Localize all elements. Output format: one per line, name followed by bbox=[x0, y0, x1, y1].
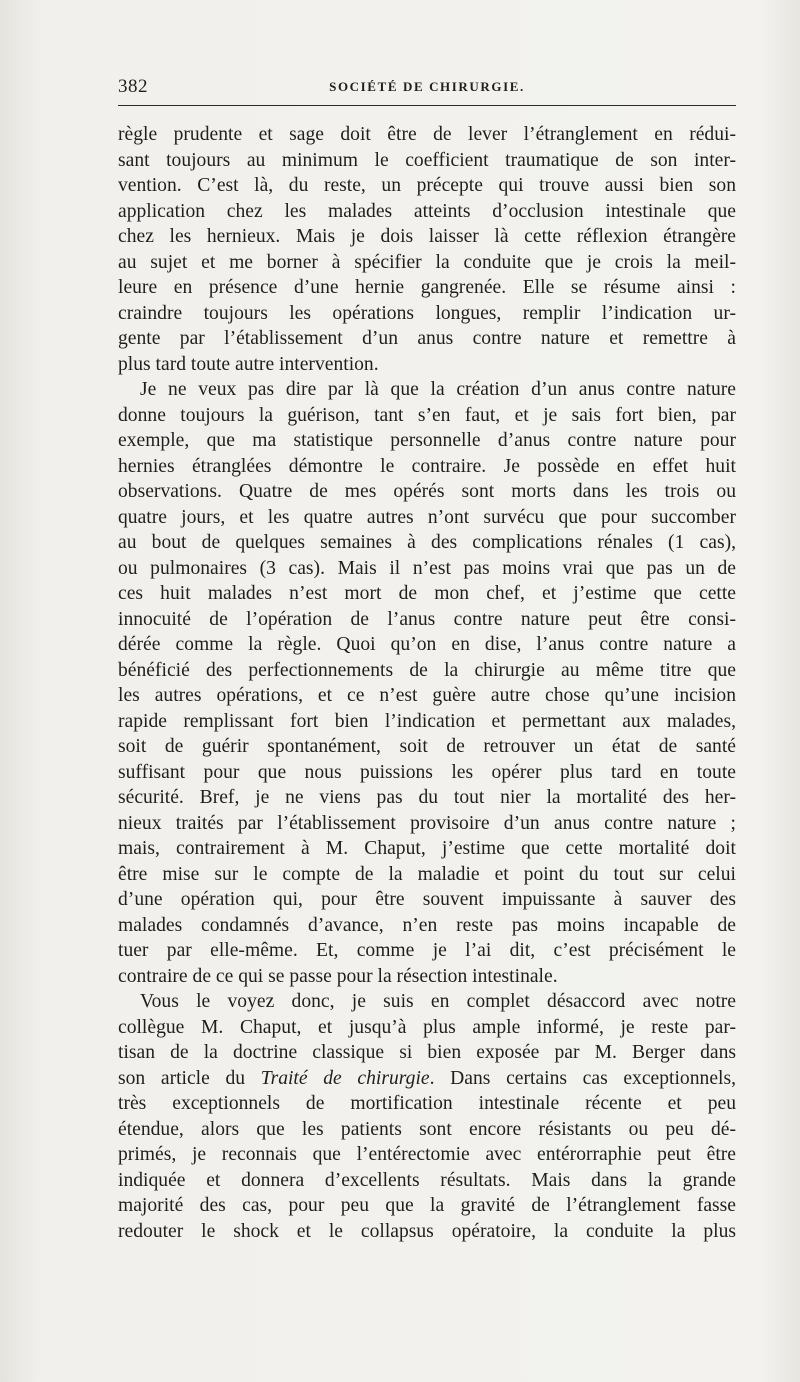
text-line: gente par l’établissement d’un anus contre nature et remettre à bbox=[118, 328, 736, 349]
text-line: sécurité. Bref, je ne viens pas du tout nier la mortalité des her- bbox=[118, 787, 736, 808]
text-line: innocuité de l’opération de l’anus contre nature peut être consi- bbox=[118, 608, 736, 630]
text-line: ou pulmonaires (3 cas). Mais il n’est pas moins vrai que pas un de bbox=[118, 557, 736, 579]
paragraph-3 bbox=[118, 989, 736, 1244]
text-line: redouter le shock et le collapsus opératoire, la conduite la plus bbox=[118, 1220, 736, 1242]
text-line: bénéficié des perfectionnements de la chirurgie au même titre que bbox=[118, 659, 736, 681]
text-line: les autres opérations, et ce n’est guère autre chose qu’une incision bbox=[118, 685, 736, 706]
text-line: étendue, alors que les patients sont encore résistants ou peu dé- bbox=[118, 1118, 736, 1140]
text-segment: son article du bbox=[118, 1067, 261, 1089]
text-line: craindre toujours les opérations longues, remplir l’indication ur- bbox=[118, 302, 736, 324]
running-title: SOCIÉTÉ DE CHIRURGIE. bbox=[329, 79, 525, 94]
book-title: Traité de chirurgie bbox=[260, 1067, 430, 1089]
text-line: au bout de quelques semaines à des complications rénales (1 cas), bbox=[118, 532, 736, 553]
text-line: collègue M. Chaput, et jusqu’à plus ample informé, je reste par- bbox=[118, 1016, 736, 1038]
text-line: observations. Quatre de mes opérés sont morts dans les trois ou bbox=[118, 481, 736, 502]
text-line: donne toujours la guérison, tant s’en faut, et je sais fort bien, par bbox=[118, 404, 736, 426]
text-line: Vous le voyez donc, je suis en complet désaccord avec notre bbox=[140, 991, 736, 1012]
paragraph-1 bbox=[118, 122, 736, 377]
text-line: plus tard toute autre intervention. bbox=[118, 353, 379, 375]
text-segment: . Dans certains cas exceptionnels, bbox=[429, 1067, 736, 1089]
text-line: d’une opération qui, pour être souvent impuissante à sauver des bbox=[118, 889, 736, 910]
paragraph-2 bbox=[118, 377, 736, 989]
text-line: exemple, que ma statistique personnelle d’anus contre nature pour bbox=[118, 430, 736, 451]
text-line: malades condamnés d’avance, n’en reste pas moins incapable de bbox=[118, 914, 736, 936]
text-line: majorité des cas, pour peu que la gravité de l’étranglement fasse bbox=[118, 1195, 736, 1216]
text-line: tuer par elle-même. Et, comme je l’ai dit, c’est précisément le bbox=[118, 940, 736, 961]
text-line: soit de guérir spontanément, soit de retrouver un état de santé bbox=[118, 736, 736, 757]
body-text bbox=[118, 122, 736, 1244]
text-line: au sujet et me borner à spécifier la conduite que je crois la meil- bbox=[118, 251, 736, 273]
text-line: Je ne veux pas dire par là que la création d’un anus contre nature bbox=[140, 379, 736, 400]
text-line: sant toujours au minimum le coefficient traumatique de son inter- bbox=[118, 149, 736, 171]
text-line: quatre jours, et les quatre autres n’ont survécu que pour succomber bbox=[118, 506, 736, 528]
text-line: nieux traités par l’établissement provisoire d’un anus contre nature ; bbox=[118, 812, 736, 834]
text-line: application chez les malades atteints d’occlusion intestinale que bbox=[118, 200, 736, 222]
text-line: primés, je reconnais que l’entérectomie avec entérorraphie peut être bbox=[118, 1144, 736, 1165]
page-number: 382 bbox=[118, 76, 148, 97]
text-line: être mise sur le compte de la maladie et point du tout sur celui bbox=[118, 863, 736, 885]
text-line: leure en présence d’une hernie gangrenée. Elle se résume ainsi : bbox=[118, 277, 736, 298]
text-line: mais, contrairement à M. Chaput, j’estime que cette mortalité doit bbox=[118, 838, 736, 859]
page-header bbox=[118, 76, 736, 100]
text-line: hernies étranglées démontre le contraire. Je possède en effet huit bbox=[118, 455, 736, 477]
text-line: vention. C’est là, du reste, un précepte qui trouve aussi bien son bbox=[118, 175, 736, 196]
text-line: dérée comme la règle. Quoi qu’on en dise, l’anus contre nature a bbox=[118, 634, 736, 655]
text-line: rapide remplissant fort bien l’indication et permettant aux malades, bbox=[118, 710, 736, 732]
header-rule bbox=[118, 105, 736, 106]
text-line: tisan de la doctrine classique si bien exposée par M. Berger dans bbox=[118, 1042, 736, 1063]
text-line: très exceptionnels de mortification intestinale récente et peu bbox=[118, 1093, 736, 1114]
text-line: ces huit malades n’est mort de mon chef, et j’estime que cette bbox=[118, 583, 736, 604]
text-line: suffisant pour que nous puissions les opérer plus tard en toute bbox=[118, 761, 736, 783]
text-line-with-title bbox=[118, 1066, 736, 1092]
text-line: chez les hernieux. Mais je dois laisser là cette réflexion étrangère bbox=[118, 226, 736, 247]
text-line: indiquée et donnera d’excellents résultats. Mais dans la grande bbox=[118, 1169, 736, 1191]
text-line: règle prudente et sage doit être de lever l’étranglement en rédui- bbox=[118, 124, 736, 145]
text-line: contraire de ce qui se passe pour la résection intestinale. bbox=[118, 965, 558, 987]
